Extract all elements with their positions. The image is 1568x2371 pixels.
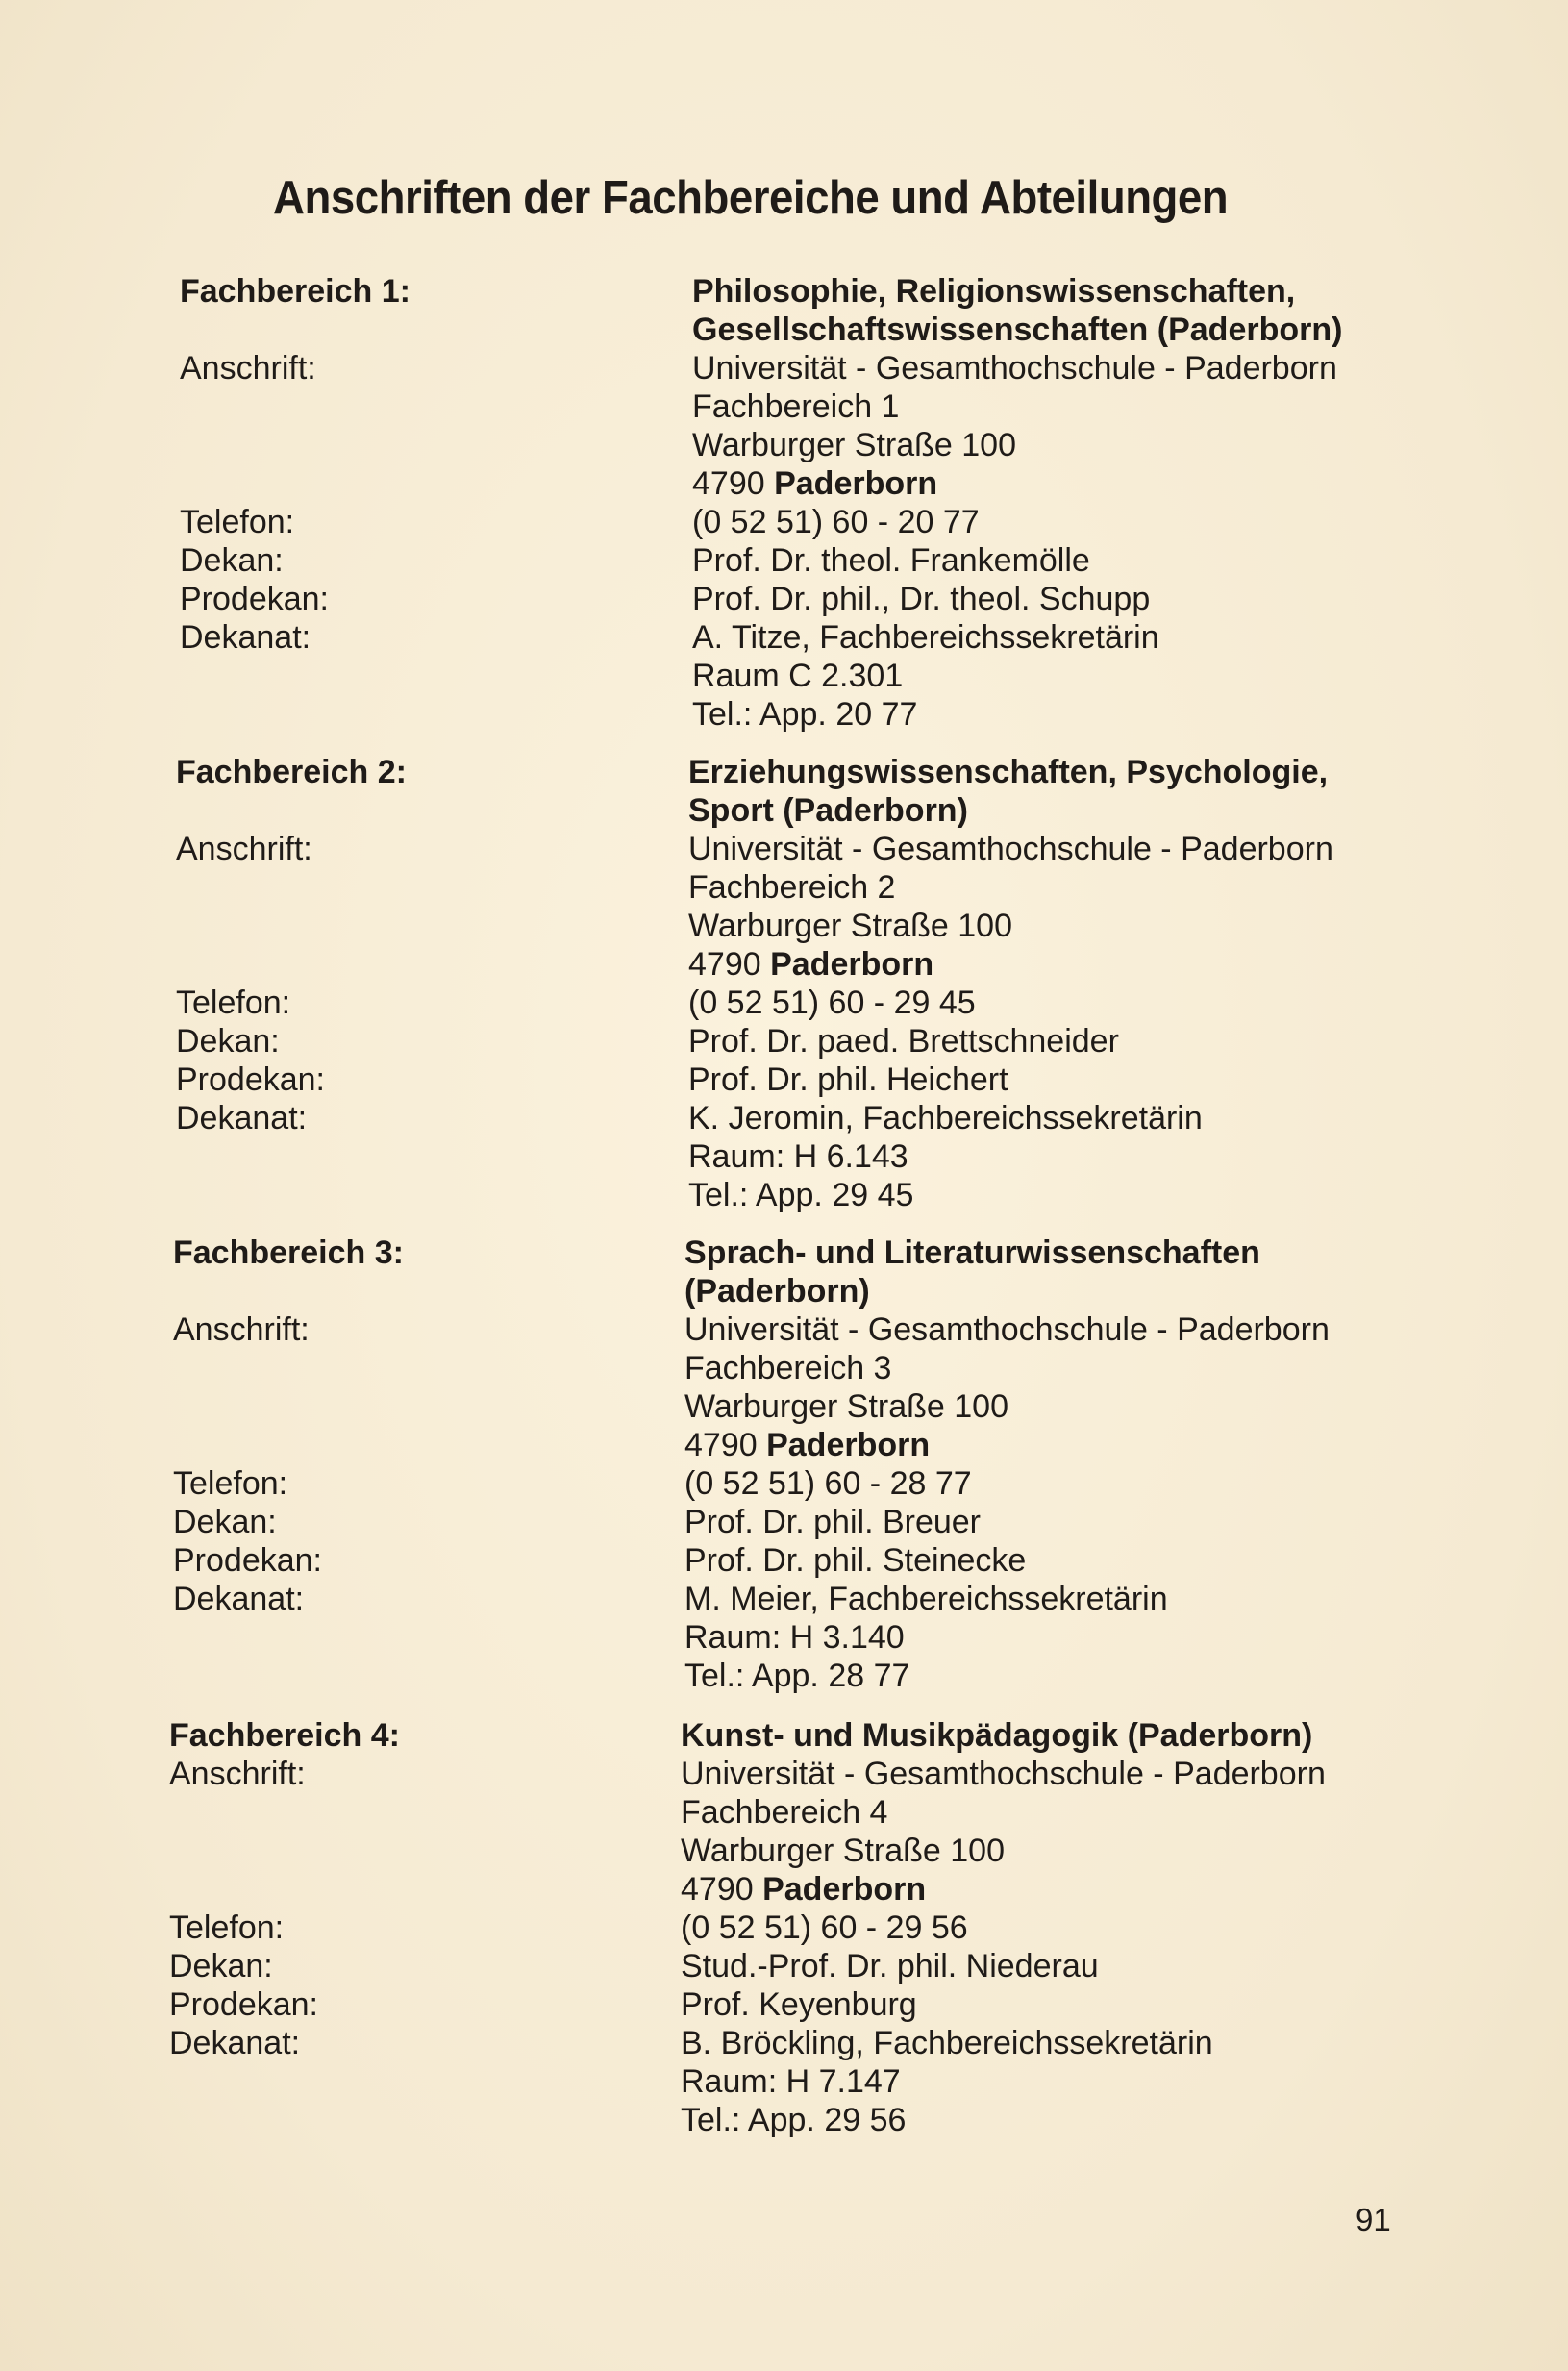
department-name-line1: Philosophie, Religionswissenschaften, <box>692 273 1296 310</box>
address-line1: Universität - Gesamthochschule - Paderborn <box>692 350 1337 387</box>
raum-value: Raum: H 6.143 <box>688 1138 908 1175</box>
address-city-line <box>684 1426 1330 1464</box>
address-line2: Fachbereich 1 <box>692 388 900 425</box>
section-heading: Fachbereich 2: <box>176 754 407 790</box>
address-street: Warburger Straße 100 <box>681 1833 1005 1869</box>
raum-value: Raum: H 7.147 <box>681 2063 901 2100</box>
zip-code: 4790 <box>681 1871 754 1908</box>
dekan-value: Prof. Dr. theol. Frankemölle <box>692 542 1090 579</box>
label-telefon: Telefon: <box>176 985 291 1021</box>
address-street: Warburger Straße 100 <box>692 427 1016 463</box>
telefon-value: (0 52 51) 60 - 29 56 <box>681 1909 968 1946</box>
address-line1: Universität - Gesamthochschule - Paderborn <box>684 1311 1330 1348</box>
label-anschrift: Anschrift: <box>176 831 312 867</box>
label-dekan: Dekan: <box>173 1504 277 1540</box>
tel-app-value: Tel.: App. 29 56 <box>681 2102 907 2138</box>
section-labels <box>180 272 411 657</box>
label-dekanat: Dekanat: <box>169 2025 301 2061</box>
label-telefon: Telefon: <box>169 1909 285 1946</box>
city: Paderborn <box>762 1871 927 1908</box>
department-name-line2: Gesellschaftswissenschaften (Paderborn) <box>692 312 1343 348</box>
label-prodekan: Prodekan: <box>176 1061 325 1098</box>
dekanat-value: K. Jeromin, Fachbereichssekretärin <box>688 1100 1203 1136</box>
tel-app-value: Tel.: App. 28 77 <box>684 1658 910 1694</box>
zip-code: 4790 <box>684 1427 758 1463</box>
label-prodekan: Prodekan: <box>173 1542 322 1579</box>
section-details <box>684 1234 1330 1695</box>
prodekan-value: Prof. Dr. phil., Dr. theol. Schupp <box>692 581 1151 617</box>
city: Paderborn <box>774 465 938 502</box>
page-number: 91 <box>1356 2202 1391 2237</box>
department-name-line1: Erziehungswissenschaften, Psychologie, <box>688 754 1329 790</box>
label-prodekan: Prodekan: <box>169 1986 318 2023</box>
label-dekanat: Dekanat: <box>176 1100 308 1136</box>
section-heading: Fachbereich 4: <box>169 1717 400 1754</box>
dekanat-value: M. Meier, Fachbereichssekretärin <box>684 1581 1168 1617</box>
address-street: Warburger Straße 100 <box>684 1388 1008 1425</box>
label-dekan: Dekan: <box>180 542 284 579</box>
address-line1: Universität - Gesamthochschule - Paderborn <box>681 1756 1326 1792</box>
city: Paderborn <box>770 946 934 983</box>
address-line2: Fachbereich 3 <box>684 1350 892 1386</box>
dekan-value: Prof. Dr. phil. Breuer <box>684 1504 982 1540</box>
address-line2: Fachbereich 2 <box>688 869 896 906</box>
raum-value: Raum: H 3.140 <box>684 1619 905 1656</box>
dekanat-value: B. Bröckling, Fachbereichssekretärin <box>681 2025 1213 2061</box>
prodekan-value: Prof. Keyenburg <box>681 1986 917 2023</box>
address-city-line <box>681 1870 1326 1909</box>
label-anschrift: Anschrift: <box>169 1756 306 1792</box>
zip-code: 4790 <box>688 946 761 983</box>
label-dekan: Dekan: <box>169 1948 273 1984</box>
raum-value: Raum C 2.301 <box>692 658 904 694</box>
department-name-line2: Sport (Paderborn) <box>688 792 968 829</box>
section-labels <box>169 1716 400 2062</box>
label-anschrift: Anschrift: <box>173 1311 310 1348</box>
section-details <box>688 753 1333 1214</box>
telefon-value: (0 52 51) 60 - 20 77 <box>692 504 980 540</box>
address-city-line <box>688 945 1333 984</box>
label-dekanat: Dekanat: <box>173 1581 305 1617</box>
dekan-value: Stud.-Prof. Dr. phil. Niederau <box>681 1948 1099 1984</box>
label-telefon: Telefon: <box>173 1465 288 1502</box>
department-name-line1: Sprach- und Literaturwissenschaften <box>684 1235 1260 1271</box>
dekan-value: Prof. Dr. paed. Brettschneider <box>688 1023 1119 1060</box>
section-details <box>681 1716 1326 2139</box>
address-street: Warburger Straße 100 <box>688 908 1012 944</box>
zip-code: 4790 <box>692 465 765 502</box>
section-labels <box>176 753 407 1137</box>
address-line1: Universität - Gesamthochschule - Paderborn <box>688 831 1333 867</box>
dekanat-value: A. Titze, Fachbereichssekretärin <box>692 619 1159 656</box>
prodekan-value: Prof. Dr. phil. Heichert <box>688 1061 1008 1098</box>
department-name-line2: (Paderborn) <box>684 1273 870 1310</box>
tel-app-value: Tel.: App. 20 77 <box>692 696 918 733</box>
address-city-line <box>692 464 1342 503</box>
address-line2: Fachbereich 4 <box>681 1794 888 1831</box>
label-prodekan: Prodekan: <box>180 581 329 617</box>
telefon-value: (0 52 51) 60 - 29 45 <box>688 985 976 1021</box>
label-dekan: Dekan: <box>176 1023 280 1060</box>
prodekan-value: Prof. Dr. phil. Steinecke <box>684 1542 1027 1579</box>
label-telefon: Telefon: <box>180 504 295 540</box>
section-heading: Fachbereich 1: <box>180 273 411 310</box>
page-title: Anschriften der Fachbereiche und Abteilungen <box>273 172 1229 224</box>
city: Paderborn <box>766 1427 931 1463</box>
department-name-line1: Kunst- und Musikpädagogik (Paderborn) <box>681 1717 1313 1754</box>
section-heading: Fachbereich 3: <box>173 1235 404 1271</box>
section-labels <box>173 1234 404 1618</box>
label-dekanat: Dekanat: <box>180 619 311 656</box>
telefon-value: (0 52 51) 60 - 28 77 <box>684 1465 972 1502</box>
label-anschrift: Anschrift: <box>180 350 316 387</box>
section-details <box>692 272 1342 734</box>
tel-app-value: Tel.: App. 29 45 <box>688 1177 914 1213</box>
